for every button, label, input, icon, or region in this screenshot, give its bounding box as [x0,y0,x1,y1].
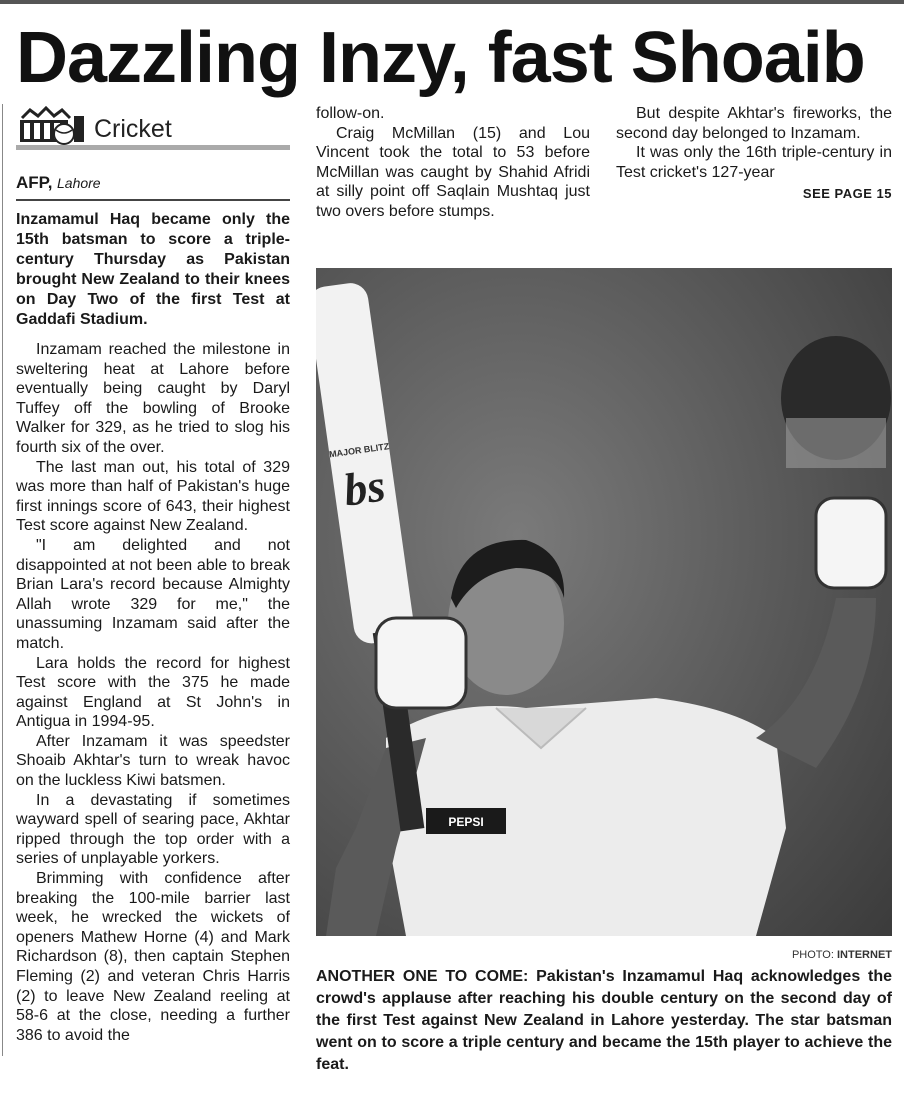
bat-label: MAJOR BLITZ [328,441,390,460]
paragraph: Lara holds the record for highest Test score with the 375 he made against England at St John's in Antigua in 1994-95. [16,654,290,731]
lead-paragraph: Inzamamul Haq became only the 15th batsman to score a triple-century Thursday as Pakistan brought New Zealand to their knees on Day Two of the first Test at Gaddafi Stadium. [16,211,290,328]
photo-credit-source: INTERNET [837,949,892,961]
byline-agency: AFP, [16,173,53,192]
paragraph: But despite Akhtar's fireworks, the second day belonged to Inzamam. [616,105,892,142]
sponsor-logo: PEPSI [448,815,484,829]
headline: Dazzling Inzy, fast Shoaib [16,18,865,98]
left-margin-rule [2,104,3,1056]
paragraph: "I am delighted and not disappointed at not been able to break Brian Lara's record because Almighty Allah wrote 329 for me," the unassuming Inzamam said after the match. [16,536,290,652]
cricket-logo-icon [16,106,88,146]
photo-caption: ANOTHER ONE TO COME: Pakistan's Inzamamul Haq acknowledges the crowd's applause after reaching his double century on the second day of the first Test against New Zealand in Lahore yesterday. The star batsman went on to score a triple century and became the 15th player to achieve the feat. [316,968,892,1073]
bat-logo: bs [340,459,389,516]
top-rule [0,0,904,4]
article-column-3 [616,104,892,204]
see-page-jump[interactable]: SEE PAGE 15 [802,186,892,202]
byline [16,171,290,196]
paragraph: Brimming with confidence after breaking the 100-mile barrier last week, he wrecked the wickets of openers Mathew Horne (4) and Mark Richardson (8), then captain Stephen Fleming (2) and veteran Chris Harris (2) to leave New Zealand reeling at 58-6 at the close, needing a further 386 to avoid the [16,870,290,1044]
paragraph: follow-on. [316,105,385,122]
batting-glove-right [816,498,886,588]
photo-credit [316,948,892,962]
batting-glove-left [376,618,466,708]
paragraph: Inzamam reached the milestone in sweltering heat at Lahore before eventually being caught by Daryl Tuffey off the bowling of Brooke Walker for 329, as he tried to slog his fourth six of the over. [16,341,290,456]
section-label: Cricket [94,115,172,143]
section-rule [16,145,290,150]
section-kicker [16,104,290,148]
byline-place: Lahore [57,175,101,191]
paragraph: In a devastating if sometimes wayward spell of searing pace, Akhtar ripped through the top order with a series of unplayable yorkers. [16,791,290,868]
photo-credit-prefix: PHOTO: [791,949,834,961]
paragraph: The last man out, his total of 329 was more than half of Pakistan's huge first innings score of 643, their highest Test score against New Zealand. [16,458,290,535]
byline-rule [16,199,290,201]
article-column-1 [16,340,290,1045]
article-column-2 [316,104,590,222]
paragraph: It was only the 16th triple-century in Test cricket's 127-year [616,144,892,181]
paragraph: After Inzamam it was speedster Shoaib Akhtar's turn to wreak havoc on the luckless Kiwi batsmen. [16,732,290,790]
news-photo [316,268,892,936]
paragraph: Craig McMillan (15) and Lou Vincent took the total to 53 before McMillan was caught by Shahid Afridi at silly point off Saqlain Mushtaq just two overs before stumps. [316,124,590,220]
